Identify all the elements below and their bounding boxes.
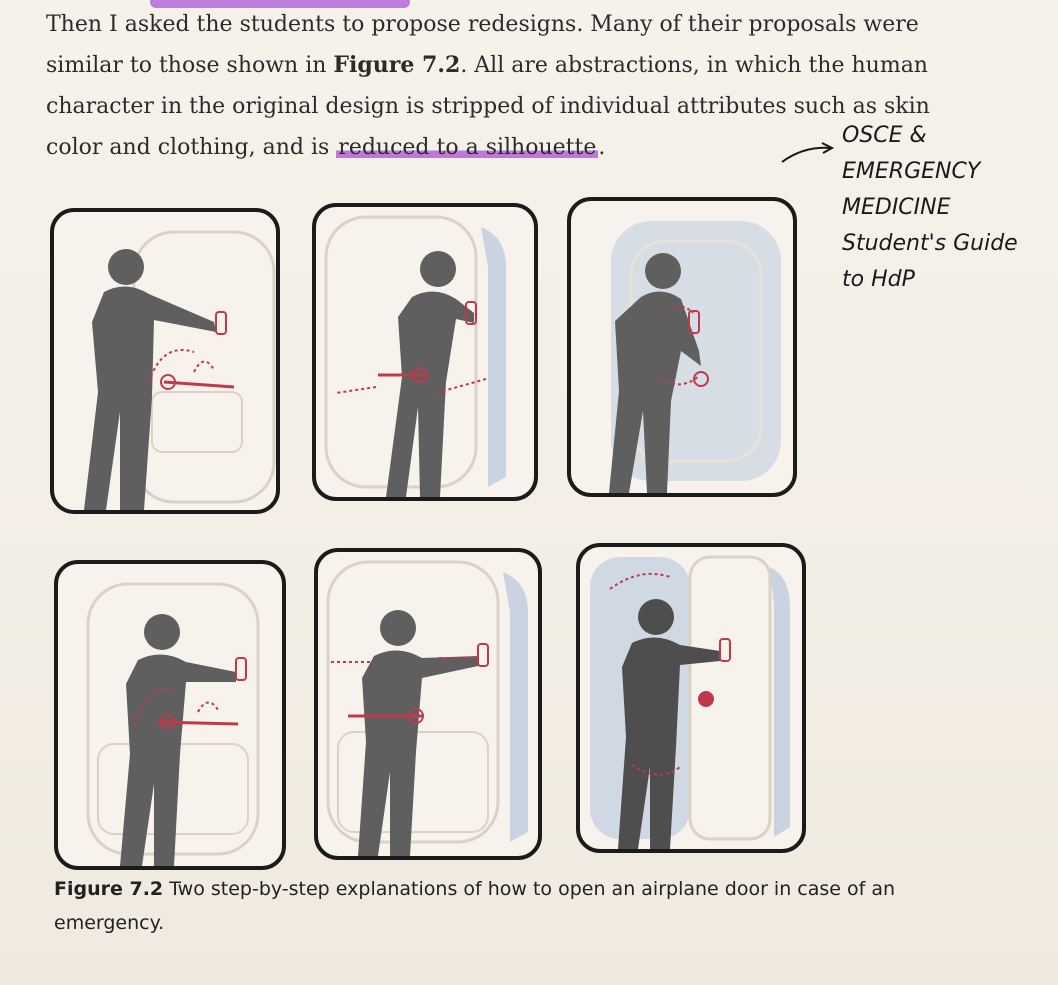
figure-panel-6 bbox=[576, 543, 806, 853]
note-line: Student's Guide bbox=[842, 231, 1018, 256]
caption-text: Two step-by-step explanations of how to open an airplane door in case of an bbox=[163, 878, 896, 900]
body-line bbox=[46, 45, 956, 86]
figure-panel-3 bbox=[567, 197, 797, 497]
body-line: Then I asked the students to propose redesigns. Many of their proposals were bbox=[46, 12, 919, 37]
note-line: EMERGENCY bbox=[842, 159, 981, 184]
figure-panel-1 bbox=[50, 208, 280, 514]
figure-reference: Figure 7.2 bbox=[333, 52, 461, 78]
note-line: to HdP bbox=[842, 267, 915, 292]
caption-text: emergency. bbox=[54, 912, 165, 934]
body-text-span: . All are abstractions, in which the human bbox=[460, 53, 928, 78]
figure-panel-4 bbox=[54, 560, 286, 870]
figure-caption bbox=[54, 872, 974, 940]
body-text-span: color and clothing, and is bbox=[46, 135, 337, 160]
body-text-span: . bbox=[598, 135, 606, 160]
figure-label: Figure 7.2 bbox=[54, 878, 164, 900]
note-line: OSCE & bbox=[842, 123, 927, 148]
body-line: character in the original design is stripped of individual attributes such as skin bbox=[46, 94, 930, 119]
highlighted-phrase: reduced to a silhouette bbox=[338, 135, 597, 160]
note-line: MEDICINE bbox=[842, 195, 951, 220]
handwritten-arrow-icon bbox=[780, 140, 838, 166]
body-text-span: similar to those shown in bbox=[46, 53, 334, 78]
figure-panel-2 bbox=[312, 203, 538, 501]
figure-panel-5 bbox=[314, 548, 542, 860]
